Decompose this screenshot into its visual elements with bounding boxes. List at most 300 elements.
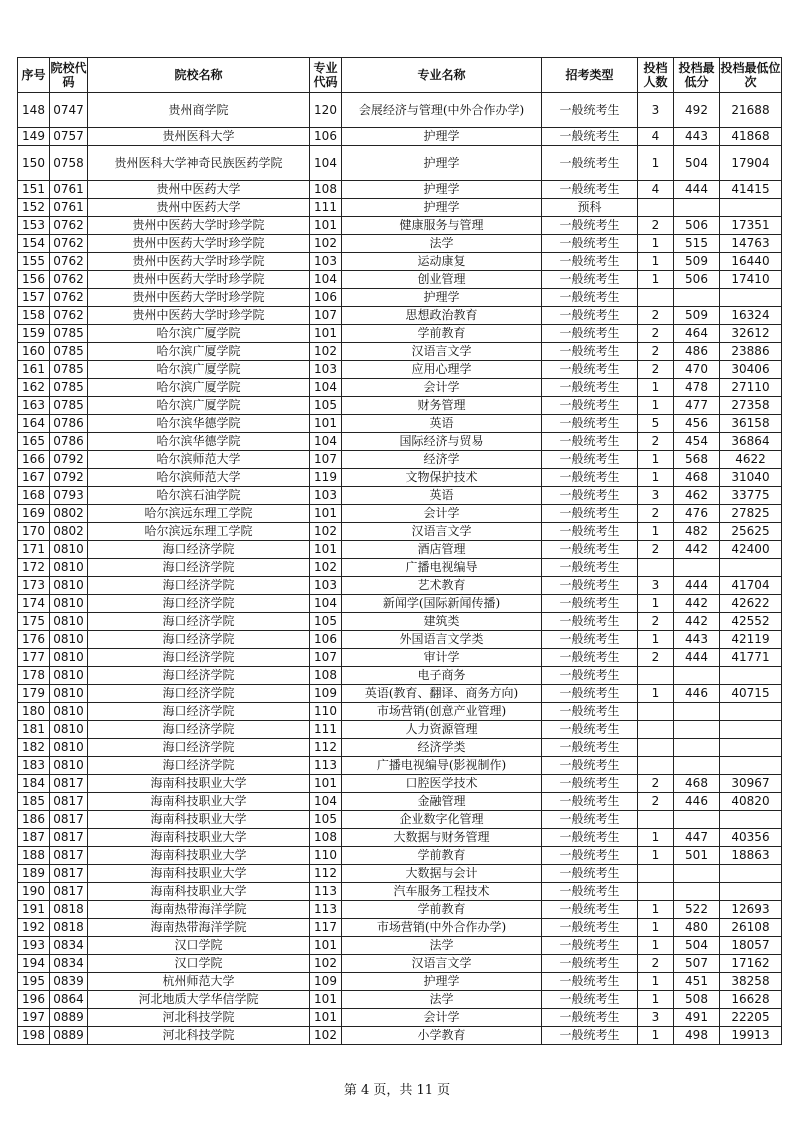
cell-school-name: 贵州医科大学神奇民族医药学院: [88, 146, 310, 181]
cell-school-name: 海口经济学院: [88, 613, 310, 631]
cell-major-code: 103: [310, 577, 342, 595]
cell-min-score: 482: [674, 523, 720, 541]
cell-school-name: 海南科技职业大学: [88, 775, 310, 793]
cell-min-rank: 27358: [720, 397, 782, 415]
cell-min-score: [674, 721, 720, 739]
cell-seq: 171: [18, 541, 50, 559]
cell-major-name: 学前教育: [342, 847, 542, 865]
table-row: [18, 523, 782, 541]
cell-exam-type: 一般统考生: [542, 577, 638, 595]
cell-major-code: 105: [310, 613, 342, 631]
cell-school-code: 0785: [50, 361, 88, 379]
cell-major-name: 经济学类: [342, 739, 542, 757]
cell-admitted: 2: [638, 217, 674, 235]
cell-admitted: 1: [638, 271, 674, 289]
cell-school-code: 0785: [50, 379, 88, 397]
cell-school-code: 0762: [50, 253, 88, 271]
cell-admitted: 4: [638, 128, 674, 146]
cell-school-code: 0818: [50, 901, 88, 919]
cell-exam-type: 一般统考生: [542, 937, 638, 955]
cell-min-score: 451: [674, 973, 720, 991]
cell-exam-type: 一般统考生: [542, 811, 638, 829]
cell-min-rank: [720, 883, 782, 901]
cell-school-code: 0758: [50, 146, 88, 181]
cell-major-code: 106: [310, 289, 342, 307]
cell-seq: 198: [18, 1027, 50, 1045]
table-row: [18, 613, 782, 631]
cell-min-score: 468: [674, 775, 720, 793]
cell-major-code: 108: [310, 829, 342, 847]
cell-major-code: 104: [310, 379, 342, 397]
cell-min-rank: 41771: [720, 649, 782, 667]
cell-school-name: 哈尔滨远东理工学院: [88, 505, 310, 523]
header-school-code: 院校代码: [50, 58, 88, 93]
cell-exam-type: 一般统考生: [542, 559, 638, 577]
cell-admitted: 2: [638, 361, 674, 379]
cell-admitted: 1: [638, 631, 674, 649]
cell-min-score: 568: [674, 451, 720, 469]
table-row: [18, 721, 782, 739]
table-row: [18, 253, 782, 271]
cell-major-code: 108: [310, 667, 342, 685]
cell-admitted: [638, 559, 674, 577]
cell-exam-type: 一般统考生: [542, 883, 638, 901]
cell-major-code: 109: [310, 685, 342, 703]
cell-min-rank: 16440: [720, 253, 782, 271]
cell-seq: 164: [18, 415, 50, 433]
cell-school-name: 海口经济学院: [88, 577, 310, 595]
cell-school-name: 贵州中医药大学时珍学院: [88, 217, 310, 235]
cell-school-code: 0810: [50, 631, 88, 649]
cell-admitted: 3: [638, 577, 674, 595]
cell-major-code: 107: [310, 307, 342, 325]
cell-admitted: 1: [638, 901, 674, 919]
cell-min-rank: 42552: [720, 613, 782, 631]
cell-major-name: 英语(教育、翻译、商务方向): [342, 685, 542, 703]
cell-seq: 182: [18, 739, 50, 757]
cell-min-rank: 42400: [720, 541, 782, 559]
cell-seq: 181: [18, 721, 50, 739]
cell-school-name: 贵州中医药大学: [88, 181, 310, 199]
cell-seq: 180: [18, 703, 50, 721]
cell-min-score: 498: [674, 1027, 720, 1045]
cell-exam-type: 一般统考生: [542, 469, 638, 487]
cell-min-rank: 30967: [720, 775, 782, 793]
cell-school-name: 海南科技职业大学: [88, 847, 310, 865]
cell-school-code: 0839: [50, 973, 88, 991]
cell-major-code: 104: [310, 146, 342, 181]
cell-major-name: 会计学: [342, 379, 542, 397]
cell-major-name: 法学: [342, 991, 542, 1009]
cell-school-name: 海南科技职业大学: [88, 829, 310, 847]
cell-school-code: 0810: [50, 739, 88, 757]
cell-school-name: 贵州中医药大学: [88, 199, 310, 217]
cell-major-code: 104: [310, 433, 342, 451]
cell-school-name: 海口经济学院: [88, 703, 310, 721]
cell-school-name: 哈尔滨远东理工学院: [88, 523, 310, 541]
cell-seq: 169: [18, 505, 50, 523]
cell-seq: 184: [18, 775, 50, 793]
cell-school-name: 海南热带海洋学院: [88, 919, 310, 937]
cell-admitted: [638, 865, 674, 883]
cell-major-name: 大数据与财务管理: [342, 829, 542, 847]
cell-exam-type: 一般统考生: [542, 271, 638, 289]
cell-admitted: 1: [638, 847, 674, 865]
cell-major-code: 101: [310, 937, 342, 955]
table-row: [18, 1027, 782, 1045]
cell-seq: 162: [18, 379, 50, 397]
cell-min-rank: [720, 739, 782, 757]
cell-min-score: [674, 559, 720, 577]
cell-min-score: 442: [674, 595, 720, 613]
table-row: [18, 451, 782, 469]
cell-exam-type: 一般统考生: [542, 757, 638, 775]
cell-seq: 152: [18, 199, 50, 217]
cell-admitted: [638, 199, 674, 217]
header-admitted: 投档人数: [638, 58, 674, 93]
cell-min-score: [674, 757, 720, 775]
table-row: [18, 235, 782, 253]
cell-school-name: 哈尔滨师范大学: [88, 469, 310, 487]
cell-school-code: 0802: [50, 523, 88, 541]
cell-major-code: 102: [310, 1027, 342, 1045]
cell-major-name: 酒店管理: [342, 541, 542, 559]
cell-major-name: 护理学: [342, 973, 542, 991]
cell-major-name: 思想政治教育: [342, 307, 542, 325]
table-row: [18, 415, 782, 433]
header-min-rank: 投档最低位次: [720, 58, 782, 93]
cell-exam-type: 一般统考生: [542, 829, 638, 847]
cell-school-name: 海南科技职业大学: [88, 883, 310, 901]
cell-min-rank: 40715: [720, 685, 782, 703]
cell-min-score: 478: [674, 379, 720, 397]
cell-min-score: [674, 883, 720, 901]
cell-seq: 179: [18, 685, 50, 703]
cell-admitted: 1: [638, 685, 674, 703]
table-row: [18, 487, 782, 505]
cell-school-code: 0810: [50, 613, 88, 631]
cell-seq: 150: [18, 146, 50, 181]
page-footer: 第 4 页，共 11 页: [343, 1083, 451, 1098]
cell-min-score: 443: [674, 631, 720, 649]
table-row: [18, 379, 782, 397]
cell-admitted: [638, 721, 674, 739]
cell-major-name: 市场营销(创意产业管理): [342, 703, 542, 721]
cell-major-name: 经济学: [342, 451, 542, 469]
cell-school-name: 海口经济学院: [88, 541, 310, 559]
cell-major-code: 110: [310, 847, 342, 865]
cell-exam-type: 一般统考生: [542, 613, 638, 631]
cell-major-code: 111: [310, 721, 342, 739]
cell-school-code: 0762: [50, 289, 88, 307]
cell-major-name: 企业数字化管理: [342, 811, 542, 829]
cell-admitted: 2: [638, 325, 674, 343]
cell-school-code: 0792: [50, 451, 88, 469]
cell-min-score: 507: [674, 955, 720, 973]
cell-exam-type: 一般统考生: [542, 631, 638, 649]
cell-major-name: 运动康复: [342, 253, 542, 271]
cell-seq: 195: [18, 973, 50, 991]
table-row: [18, 397, 782, 415]
cell-major-name: 审计学: [342, 649, 542, 667]
cell-admitted: 1: [638, 1027, 674, 1045]
header-row: [18, 58, 782, 93]
header-major-name: 专业名称: [342, 58, 542, 93]
cell-admitted: 2: [638, 307, 674, 325]
cell-min-rank: 17162: [720, 955, 782, 973]
cell-min-score: [674, 703, 720, 721]
cell-school-code: 0817: [50, 847, 88, 865]
cell-admitted: 2: [638, 649, 674, 667]
cell-seq: 177: [18, 649, 50, 667]
cell-school-name: 贵州中医药大学时珍学院: [88, 271, 310, 289]
cell-seq: 155: [18, 253, 50, 271]
table-row: [18, 343, 782, 361]
cell-major-code: 113: [310, 883, 342, 901]
cell-min-rank: 36158: [720, 415, 782, 433]
cell-min-score: 454: [674, 433, 720, 451]
cell-exam-type: 一般统考生: [542, 235, 638, 253]
cell-school-code: 0810: [50, 541, 88, 559]
cell-major-code: 102: [310, 523, 342, 541]
cell-major-name: 金融管理: [342, 793, 542, 811]
cell-school-code: 0762: [50, 235, 88, 253]
cell-seq: 190: [18, 883, 50, 901]
cell-admitted: [638, 811, 674, 829]
cell-school-code: 0810: [50, 703, 88, 721]
cell-seq: 165: [18, 433, 50, 451]
cell-seq: 175: [18, 613, 50, 631]
cell-seq: 193: [18, 937, 50, 955]
cell-min-rank: 42622: [720, 595, 782, 613]
cell-seq: 187: [18, 829, 50, 847]
table-row: [18, 577, 782, 595]
table-row: [18, 271, 782, 289]
cell-exam-type: 一般统考生: [542, 307, 638, 325]
cell-exam-type: 一般统考生: [542, 865, 638, 883]
table-row: [18, 289, 782, 307]
cell-min-rank: [720, 865, 782, 883]
cell-min-rank: 4622: [720, 451, 782, 469]
cell-school-name: 汉口学院: [88, 955, 310, 973]
cell-major-code: 109: [310, 973, 342, 991]
table-row: [18, 217, 782, 235]
cell-exam-type: 一般统考生: [542, 901, 638, 919]
cell-min-score: 522: [674, 901, 720, 919]
cell-seq: 174: [18, 595, 50, 613]
cell-min-score: 442: [674, 613, 720, 631]
cell-major-name: 汉语言文学: [342, 523, 542, 541]
cell-admitted: 1: [638, 451, 674, 469]
cell-major-code: 112: [310, 739, 342, 757]
cell-min-score: 506: [674, 217, 720, 235]
cell-admitted: 2: [638, 613, 674, 631]
cell-exam-type: 一般统考生: [542, 343, 638, 361]
cell-min-score: 508: [674, 991, 720, 1009]
cell-major-name: 文物保护技术: [342, 469, 542, 487]
table-row: [18, 883, 782, 901]
cell-exam-type: 一般统考生: [542, 523, 638, 541]
cell-min-rank: 41415: [720, 181, 782, 199]
cell-min-score: 509: [674, 253, 720, 271]
cell-min-score: 477: [674, 397, 720, 415]
cell-min-score: 504: [674, 146, 720, 181]
cell-admitted: 2: [638, 955, 674, 973]
cell-major-code: 107: [310, 451, 342, 469]
cell-school-name: 哈尔滨广厦学院: [88, 361, 310, 379]
header-major-code: 专业代码: [310, 58, 342, 93]
cell-major-name: 英语: [342, 415, 542, 433]
cell-seq: 149: [18, 128, 50, 146]
cell-major-code: 113: [310, 757, 342, 775]
cell-school-code: 0785: [50, 397, 88, 415]
cell-major-code: 102: [310, 559, 342, 577]
cell-school-name: 海口经济学院: [88, 685, 310, 703]
table-row: [18, 361, 782, 379]
cell-seq: 161: [18, 361, 50, 379]
cell-min-rank: 33775: [720, 487, 782, 505]
cell-major-code: 119: [310, 469, 342, 487]
cell-exam-type: 一般统考生: [542, 595, 638, 613]
cell-major-name: 小学教育: [342, 1027, 542, 1045]
cell-major-code: 106: [310, 631, 342, 649]
cell-school-name: 海口经济学院: [88, 757, 310, 775]
cell-major-name: 广播电视编导(影视制作): [342, 757, 542, 775]
header-min-score: 投档最低分: [674, 58, 720, 93]
cell-major-name: 汉语言文学: [342, 955, 542, 973]
cell-school-name: 贵州中医药大学时珍学院: [88, 235, 310, 253]
cell-school-name: 海口经济学院: [88, 739, 310, 757]
cell-school-name: 海口经济学院: [88, 631, 310, 649]
cell-exam-type: 一般统考生: [542, 181, 638, 199]
cell-major-name: 广播电视编导: [342, 559, 542, 577]
cell-exam-type: 一般统考生: [542, 703, 638, 721]
cell-school-name: 海南热带海洋学院: [88, 901, 310, 919]
cell-school-code: 0785: [50, 343, 88, 361]
cell-admitted: 4: [638, 181, 674, 199]
cell-min-score: 492: [674, 93, 720, 128]
cell-school-code: 0810: [50, 559, 88, 577]
cell-min-score: 506: [674, 271, 720, 289]
cell-admitted: 1: [638, 937, 674, 955]
cell-school-code: 0810: [50, 721, 88, 739]
cell-major-code: 112: [310, 865, 342, 883]
cell-major-name: 汉语言文学: [342, 343, 542, 361]
cell-major-name: 大数据与会计: [342, 865, 542, 883]
cell-min-rank: 22205: [720, 1009, 782, 1027]
cell-major-code: 103: [310, 487, 342, 505]
cell-school-code: 0889: [50, 1027, 88, 1045]
cell-seq: 192: [18, 919, 50, 937]
table-row: [18, 811, 782, 829]
cell-major-name: 财务管理: [342, 397, 542, 415]
header-seq: 序号: [18, 58, 50, 93]
cell-min-score: 444: [674, 649, 720, 667]
cell-major-name: 创业管理: [342, 271, 542, 289]
cell-exam-type: 一般统考生: [542, 919, 638, 937]
cell-admitted: [638, 703, 674, 721]
cell-school-code: 0762: [50, 217, 88, 235]
cell-min-rank: 40356: [720, 829, 782, 847]
cell-school-code: 0864: [50, 991, 88, 1009]
table-row: [18, 775, 782, 793]
cell-min-score: 515: [674, 235, 720, 253]
table-row: [18, 469, 782, 487]
table-row: [18, 559, 782, 577]
cell-school-code: 0786: [50, 433, 88, 451]
cell-major-name: 护理学: [342, 289, 542, 307]
cell-major-code: 108: [310, 181, 342, 199]
cell-major-code: 107: [310, 649, 342, 667]
cell-school-name: 哈尔滨广厦学院: [88, 343, 310, 361]
cell-school-name: 哈尔滨石油学院: [88, 487, 310, 505]
cell-major-code: 101: [310, 991, 342, 1009]
cell-major-name: 建筑类: [342, 613, 542, 631]
cell-seq: 167: [18, 469, 50, 487]
cell-major-code: 106: [310, 128, 342, 146]
cell-major-name: 新闻学(国际新闻传播): [342, 595, 542, 613]
cell-major-name: 法学: [342, 235, 542, 253]
cell-exam-type: 一般统考生: [542, 505, 638, 523]
admission-table: [17, 57, 782, 1045]
cell-min-score: 446: [674, 685, 720, 703]
cell-seq: 191: [18, 901, 50, 919]
cell-major-name: 会计学: [342, 1009, 542, 1027]
cell-major-name: 英语: [342, 487, 542, 505]
cell-seq: 194: [18, 955, 50, 973]
cell-seq: 178: [18, 667, 50, 685]
cell-major-name: 汽车服务工程技术: [342, 883, 542, 901]
cell-exam-type: 一般统考生: [542, 487, 638, 505]
cell-admitted: [638, 739, 674, 757]
cell-seq: 183: [18, 757, 50, 775]
cell-min-score: 501: [674, 847, 720, 865]
cell-admitted: 1: [638, 146, 674, 181]
cell-school-code: 0802: [50, 505, 88, 523]
cell-min-rank: 25625: [720, 523, 782, 541]
cell-school-code: 0792: [50, 469, 88, 487]
table-row: [18, 793, 782, 811]
cell-major-name: 应用心理学: [342, 361, 542, 379]
cell-min-rank: [720, 811, 782, 829]
cell-school-code: 0785: [50, 325, 88, 343]
cell-admitted: [638, 757, 674, 775]
cell-exam-type: 一般统考生: [542, 775, 638, 793]
cell-admitted: 1: [638, 973, 674, 991]
table-row: [18, 919, 782, 937]
cell-seq: 188: [18, 847, 50, 865]
cell-major-name: 学前教育: [342, 325, 542, 343]
cell-seq: 186: [18, 811, 50, 829]
cell-seq: 156: [18, 271, 50, 289]
cell-admitted: 2: [638, 505, 674, 523]
cell-exam-type: 一般统考生: [542, 217, 638, 235]
cell-school-code: 0817: [50, 865, 88, 883]
cell-exam-type: 一般统考生: [542, 433, 638, 451]
cell-school-code: 0761: [50, 199, 88, 217]
cell-major-name: 市场营销(中外合作办学): [342, 919, 542, 937]
cell-major-code: 111: [310, 199, 342, 217]
cell-school-code: 0817: [50, 883, 88, 901]
cell-min-score: 444: [674, 181, 720, 199]
cell-exam-type: 一般统考生: [542, 1027, 638, 1045]
cell-school-code: 0818: [50, 919, 88, 937]
cell-min-rank: 16628: [720, 991, 782, 1009]
cell-min-rank: 40820: [720, 793, 782, 811]
cell-admitted: 1: [638, 235, 674, 253]
cell-seq: 163: [18, 397, 50, 415]
cell-min-rank: 38258: [720, 973, 782, 991]
